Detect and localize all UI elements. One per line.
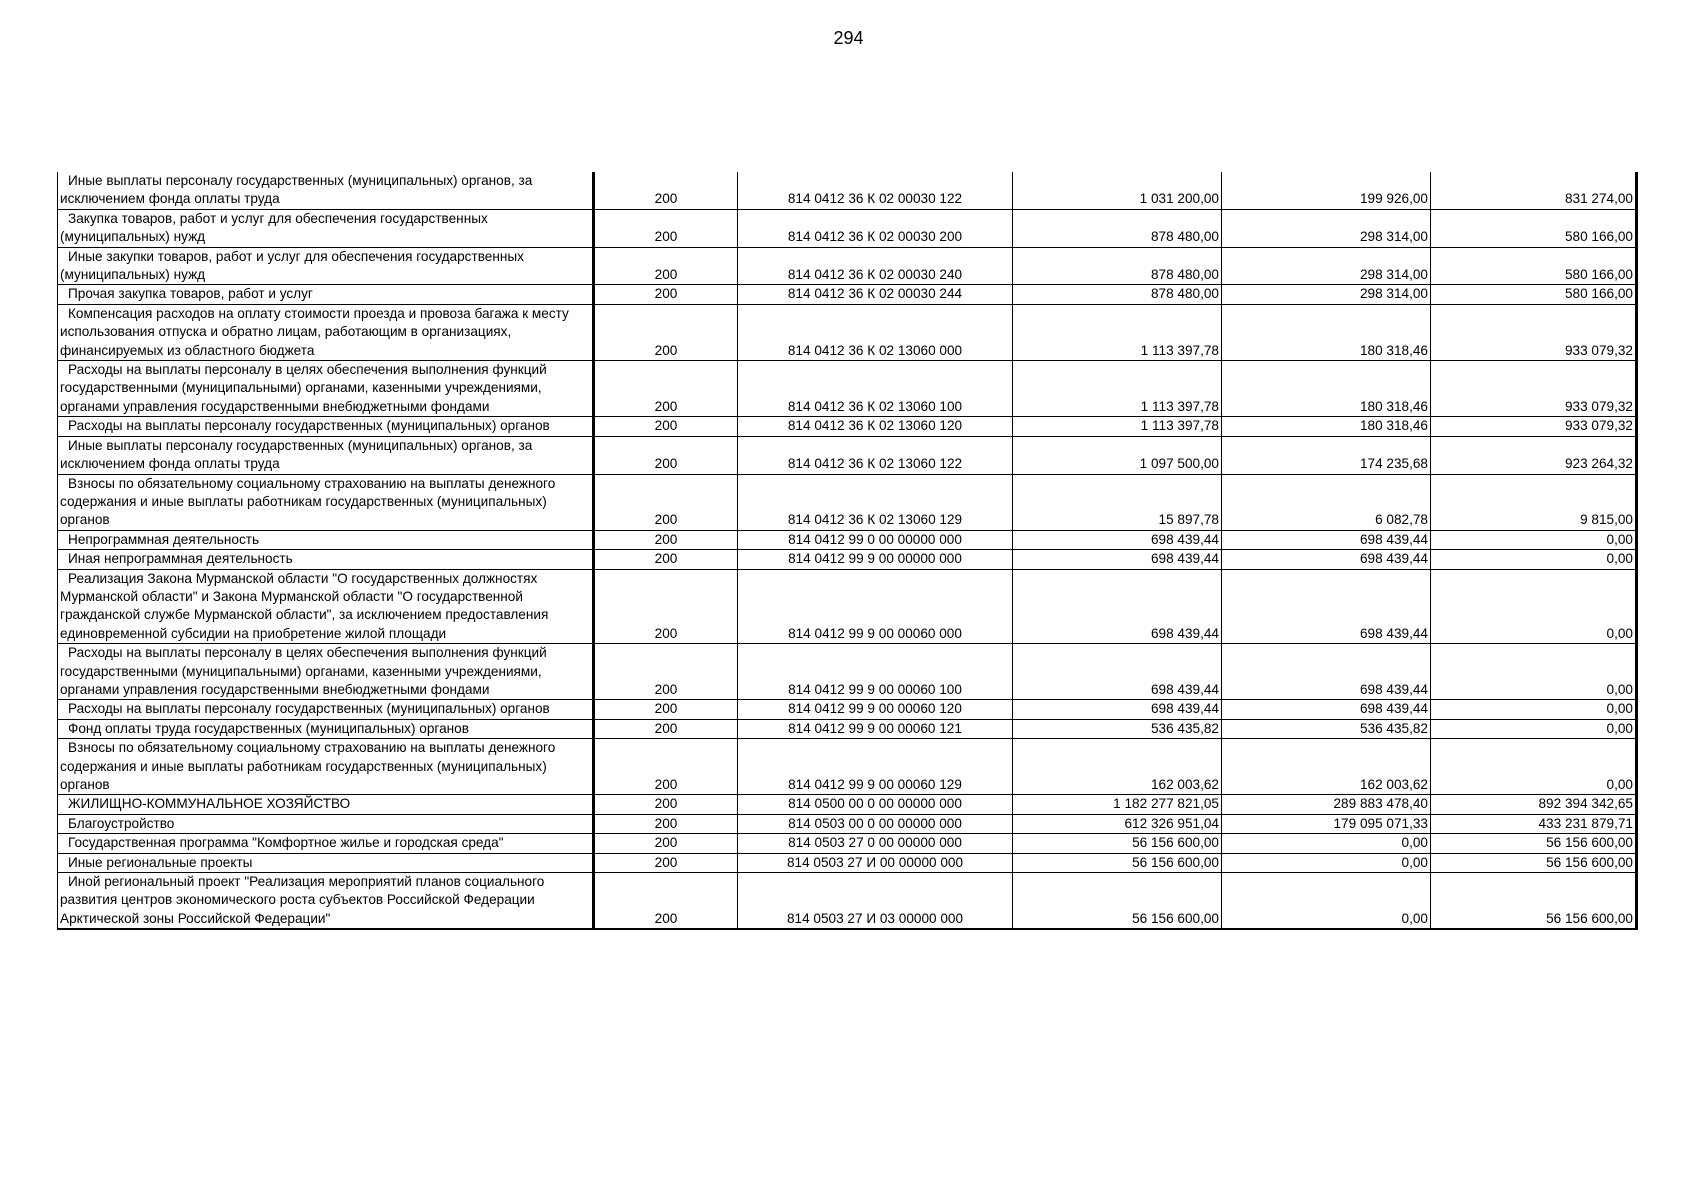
executed-amount-cell: 289 883 478,40 (1222, 795, 1431, 814)
expense-name-cell: Иная непрограммная деятельность (58, 550, 594, 569)
table-row (58, 550, 1637, 569)
approved-amount-cell: 1 182 277 821,05 (1013, 795, 1222, 814)
table-row (58, 644, 1637, 700)
admin-code-cell: 200 (594, 739, 738, 795)
table-row (58, 361, 1637, 417)
budget-execution-table (57, 172, 1638, 930)
admin-code-cell: 200 (594, 795, 738, 814)
budget-classification-code-cell: 814 0412 36 К 02 00030 244 (738, 285, 1013, 304)
expense-name-cell: Взносы по обязательному социальному страхованию на выплаты денежного содержания и иные выплаты работникам государственных (муниципальных) органов (58, 739, 594, 795)
executed-amount-cell: 180 318,46 (1222, 417, 1431, 436)
approved-amount-cell: 698 439,44 (1013, 644, 1222, 700)
unexecuted-amount-cell: 0,00 (1431, 700, 1637, 719)
executed-amount-cell: 162 003,62 (1222, 739, 1431, 795)
table-row (58, 739, 1637, 795)
approved-amount-cell: 698 439,44 (1013, 700, 1222, 719)
table-row (58, 417, 1637, 436)
expense-name-cell: Иной региональный проект "Реализация мероприятий планов социального развития центров экономического роста субъектов Российской Федерации Арктической зоны Российской Федерации" (58, 873, 594, 930)
approved-amount-cell: 698 439,44 (1013, 550, 1222, 569)
unexecuted-amount-cell: 0,00 (1431, 644, 1637, 700)
admin-code-cell: 200 (594, 719, 738, 738)
expense-name-cell: Благоустройство (58, 814, 594, 833)
budget-classification-code-cell: 814 0412 36 К 02 13060 122 (738, 436, 1013, 474)
expense-name-cell: Государственная программа "Комфортное жилье и городская среда" (58, 834, 594, 853)
expense-name-cell: Иные выплаты персоналу государственных (муниципальных) органов, за исключением фонда оплаты труда (58, 172, 594, 209)
budget-classification-code-cell: 814 0500 00 0 00 00000 000 (738, 795, 1013, 814)
unexecuted-amount-cell: 933 079,32 (1431, 417, 1637, 436)
admin-code-cell: 200 (594, 304, 738, 360)
table-row (58, 530, 1637, 549)
admin-code-cell: 200 (594, 172, 738, 209)
budget-classification-code-cell: 814 0503 00 0 00 00000 000 (738, 814, 1013, 833)
expense-name-cell: Взносы по обязательному социальному страхованию на выплаты денежного содержания и иные выплаты работникам государственных (муниципальных) органов (58, 474, 594, 530)
expense-name-cell: Прочая закупка товаров, работ и услуг (58, 285, 594, 304)
table-row (58, 247, 1637, 285)
approved-amount-cell: 56 156 600,00 (1013, 834, 1222, 853)
executed-amount-cell: 6 082,78 (1222, 474, 1431, 530)
unexecuted-amount-cell: 580 166,00 (1431, 247, 1637, 285)
table-row (58, 873, 1637, 930)
unexecuted-amount-cell: 923 264,32 (1431, 436, 1637, 474)
admin-code-cell: 200 (594, 700, 738, 719)
approved-amount-cell: 536 435,82 (1013, 719, 1222, 738)
admin-code-cell: 200 (594, 550, 738, 569)
executed-amount-cell: 698 439,44 (1222, 644, 1431, 700)
approved-amount-cell: 56 156 600,00 (1013, 873, 1222, 930)
budget-classification-code-cell: 814 0412 99 9 00 00000 000 (738, 550, 1013, 569)
table-row (58, 209, 1637, 247)
approved-amount-cell: 1 113 397,78 (1013, 304, 1222, 360)
expense-name-cell: Непрограммная деятельность (58, 530, 594, 549)
executed-amount-cell: 698 439,44 (1222, 569, 1431, 644)
unexecuted-amount-cell: 0,00 (1431, 530, 1637, 549)
approved-amount-cell: 878 480,00 (1013, 285, 1222, 304)
budget-classification-code-cell: 814 0503 27 0 00 00000 000 (738, 834, 1013, 853)
budget-classification-code-cell: 814 0412 99 0 00 00000 000 (738, 530, 1013, 549)
table-row (58, 719, 1637, 738)
executed-amount-cell: 298 314,00 (1222, 209, 1431, 247)
approved-amount-cell: 1 113 397,78 (1013, 417, 1222, 436)
approved-amount-cell: 1 097 500,00 (1013, 436, 1222, 474)
executed-amount-cell: 0,00 (1222, 834, 1431, 853)
admin-code-cell: 200 (594, 474, 738, 530)
unexecuted-amount-cell: 56 156 600,00 (1431, 834, 1637, 853)
admin-code-cell: 200 (594, 644, 738, 700)
budget-classification-code-cell: 814 0412 99 9 00 00060 129 (738, 739, 1013, 795)
unexecuted-amount-cell: 56 156 600,00 (1431, 873, 1637, 930)
unexecuted-amount-cell: 0,00 (1431, 739, 1637, 795)
unexecuted-amount-cell: 56 156 600,00 (1431, 853, 1637, 872)
executed-amount-cell: 298 314,00 (1222, 247, 1431, 285)
budget-classification-code-cell: 814 0503 27 И 00 00000 000 (738, 853, 1013, 872)
expense-name-cell: Реализация Закона Мурманской области "О государственных должностях Мурманской области" и Закона Мурманской области "О государственной гражданской службе Мурманской области", за исключением предоставления единовременной субсидии на приобретение жилой площади (58, 569, 594, 644)
admin-code-cell: 200 (594, 873, 738, 930)
page-number: 294 (833, 28, 864, 48)
table-row (58, 814, 1637, 833)
budget-classification-code-cell: 814 0412 36 К 02 00030 200 (738, 209, 1013, 247)
table-row (58, 834, 1637, 853)
approved-amount-cell: 878 480,00 (1013, 247, 1222, 285)
executed-amount-cell: 698 439,44 (1222, 700, 1431, 719)
admin-code-cell: 200 (594, 530, 738, 549)
unexecuted-amount-cell: 580 166,00 (1431, 285, 1637, 304)
executed-amount-cell: 298 314,00 (1222, 285, 1431, 304)
expense-name-cell: Расходы на выплаты персоналу государственных (муниципальных) органов (58, 700, 594, 719)
admin-code-cell: 200 (594, 834, 738, 853)
budget-classification-code-cell: 814 0503 27 И 03 00000 000 (738, 873, 1013, 930)
approved-amount-cell: 878 480,00 (1013, 209, 1222, 247)
unexecuted-amount-cell: 9 815,00 (1431, 474, 1637, 530)
unexecuted-amount-cell: 0,00 (1431, 550, 1637, 569)
expense-name-cell: Расходы на выплаты персоналу в целях обеспечения выполнения функций государственными (муниципальными) органами, казенными учреждениями, органами управления государственными внебюджетными фондами (58, 644, 594, 700)
unexecuted-amount-cell: 0,00 (1431, 719, 1637, 738)
unexecuted-amount-cell: 933 079,32 (1431, 361, 1637, 417)
executed-amount-cell: 180 318,46 (1222, 361, 1431, 417)
table-body (58, 172, 1637, 929)
admin-code-cell: 200 (594, 417, 738, 436)
executed-amount-cell: 698 439,44 (1222, 550, 1431, 569)
approved-amount-cell: 15 897,78 (1013, 474, 1222, 530)
approved-amount-cell: 1 113 397,78 (1013, 361, 1222, 417)
executed-amount-cell: 0,00 (1222, 853, 1431, 872)
unexecuted-amount-cell: 933 079,32 (1431, 304, 1637, 360)
approved-amount-cell: 162 003,62 (1013, 739, 1222, 795)
budget-classification-code-cell: 814 0412 36 К 02 13060 000 (738, 304, 1013, 360)
executed-amount-cell: 180 318,46 (1222, 304, 1431, 360)
admin-code-cell: 200 (594, 361, 738, 417)
admin-code-cell: 200 (594, 569, 738, 644)
budget-classification-code-cell: 814 0412 99 9 00 00060 100 (738, 644, 1013, 700)
budget-classification-code-cell: 814 0412 99 9 00 00060 120 (738, 700, 1013, 719)
expense-name-cell: Иные региональные проекты (58, 853, 594, 872)
expense-name-cell: Иные выплаты персоналу государственных (муниципальных) органов, за исключением фонда оплаты труда (58, 436, 594, 474)
executed-amount-cell: 536 435,82 (1222, 719, 1431, 738)
unexecuted-amount-cell: 831 274,00 (1431, 172, 1637, 209)
table-row (58, 436, 1637, 474)
table-row (58, 569, 1637, 644)
budget-classification-code-cell: 814 0412 36 К 02 00030 240 (738, 247, 1013, 285)
executed-amount-cell: 179 095 071,33 (1222, 814, 1431, 833)
table-row (58, 474, 1637, 530)
expense-name-cell: ЖИЛИЩНО-КОММУНАЛЬНОЕ ХОЗЯЙСТВО (58, 795, 594, 814)
expense-name-cell: Расходы на выплаты персоналу в целях обеспечения выполнения функций государственными (муниципальными) органами, казенными учреждениями, органами управления государственными внебюджетными фондами (58, 361, 594, 417)
executed-amount-cell: 174 235,68 (1222, 436, 1431, 474)
admin-code-cell: 200 (594, 436, 738, 474)
expense-name-cell: Фонд оплаты труда государственных (муниципальных) органов (58, 719, 594, 738)
expense-name-cell: Расходы на выплаты персоналу государственных (муниципальных) органов (58, 417, 594, 436)
executed-amount-cell: 199 926,00 (1222, 172, 1431, 209)
executed-amount-cell: 698 439,44 (1222, 530, 1431, 549)
admin-code-cell: 200 (594, 285, 738, 304)
admin-code-cell: 200 (594, 209, 738, 247)
table-row (58, 304, 1637, 360)
approved-amount-cell: 1 031 200,00 (1013, 172, 1222, 209)
expense-name-cell: Иные закупки товаров, работ и услуг для обеспечения государственных (муниципальных) нужд (58, 247, 594, 285)
unexecuted-amount-cell: 892 394 342,65 (1431, 795, 1637, 814)
approved-amount-cell: 56 156 600,00 (1013, 853, 1222, 872)
expense-name-cell: Закупка товаров, работ и услуг для обеспечения государственных (муниципальных) нужд (58, 209, 594, 247)
unexecuted-amount-cell: 0,00 (1431, 569, 1637, 644)
unexecuted-amount-cell: 580 166,00 (1431, 209, 1637, 247)
unexecuted-amount-cell: 433 231 879,71 (1431, 814, 1637, 833)
budget-classification-code-cell: 814 0412 99 9 00 00060 000 (738, 569, 1013, 644)
budget-classification-code-cell: 814 0412 36 К 02 13060 120 (738, 417, 1013, 436)
budget-classification-code-cell: 814 0412 36 К 02 00030 122 (738, 172, 1013, 209)
table-row (58, 172, 1637, 209)
table-row (58, 795, 1637, 814)
executed-amount-cell: 0,00 (1222, 873, 1431, 930)
expense-name-cell: Компенсация расходов на оплату стоимости проезда и провоза багажа к месту использования отпуска и обратно лицам, работающим в организациях, финансируемых из областного бюджета (58, 304, 594, 360)
budget-classification-code-cell: 814 0412 36 К 02 13060 100 (738, 361, 1013, 417)
table-row (58, 285, 1637, 304)
admin-code-cell: 200 (594, 247, 738, 285)
admin-code-cell: 200 (594, 814, 738, 833)
table-row (58, 853, 1637, 872)
approved-amount-cell: 612 326 951,04 (1013, 814, 1222, 833)
budget-classification-code-cell: 814 0412 99 9 00 00060 121 (738, 719, 1013, 738)
approved-amount-cell: 698 439,44 (1013, 569, 1222, 644)
budget-classification-code-cell: 814 0412 36 К 02 13060 129 (738, 474, 1013, 530)
table-row (58, 700, 1637, 719)
admin-code-cell: 200 (594, 853, 738, 872)
approved-amount-cell: 698 439,44 (1013, 530, 1222, 549)
